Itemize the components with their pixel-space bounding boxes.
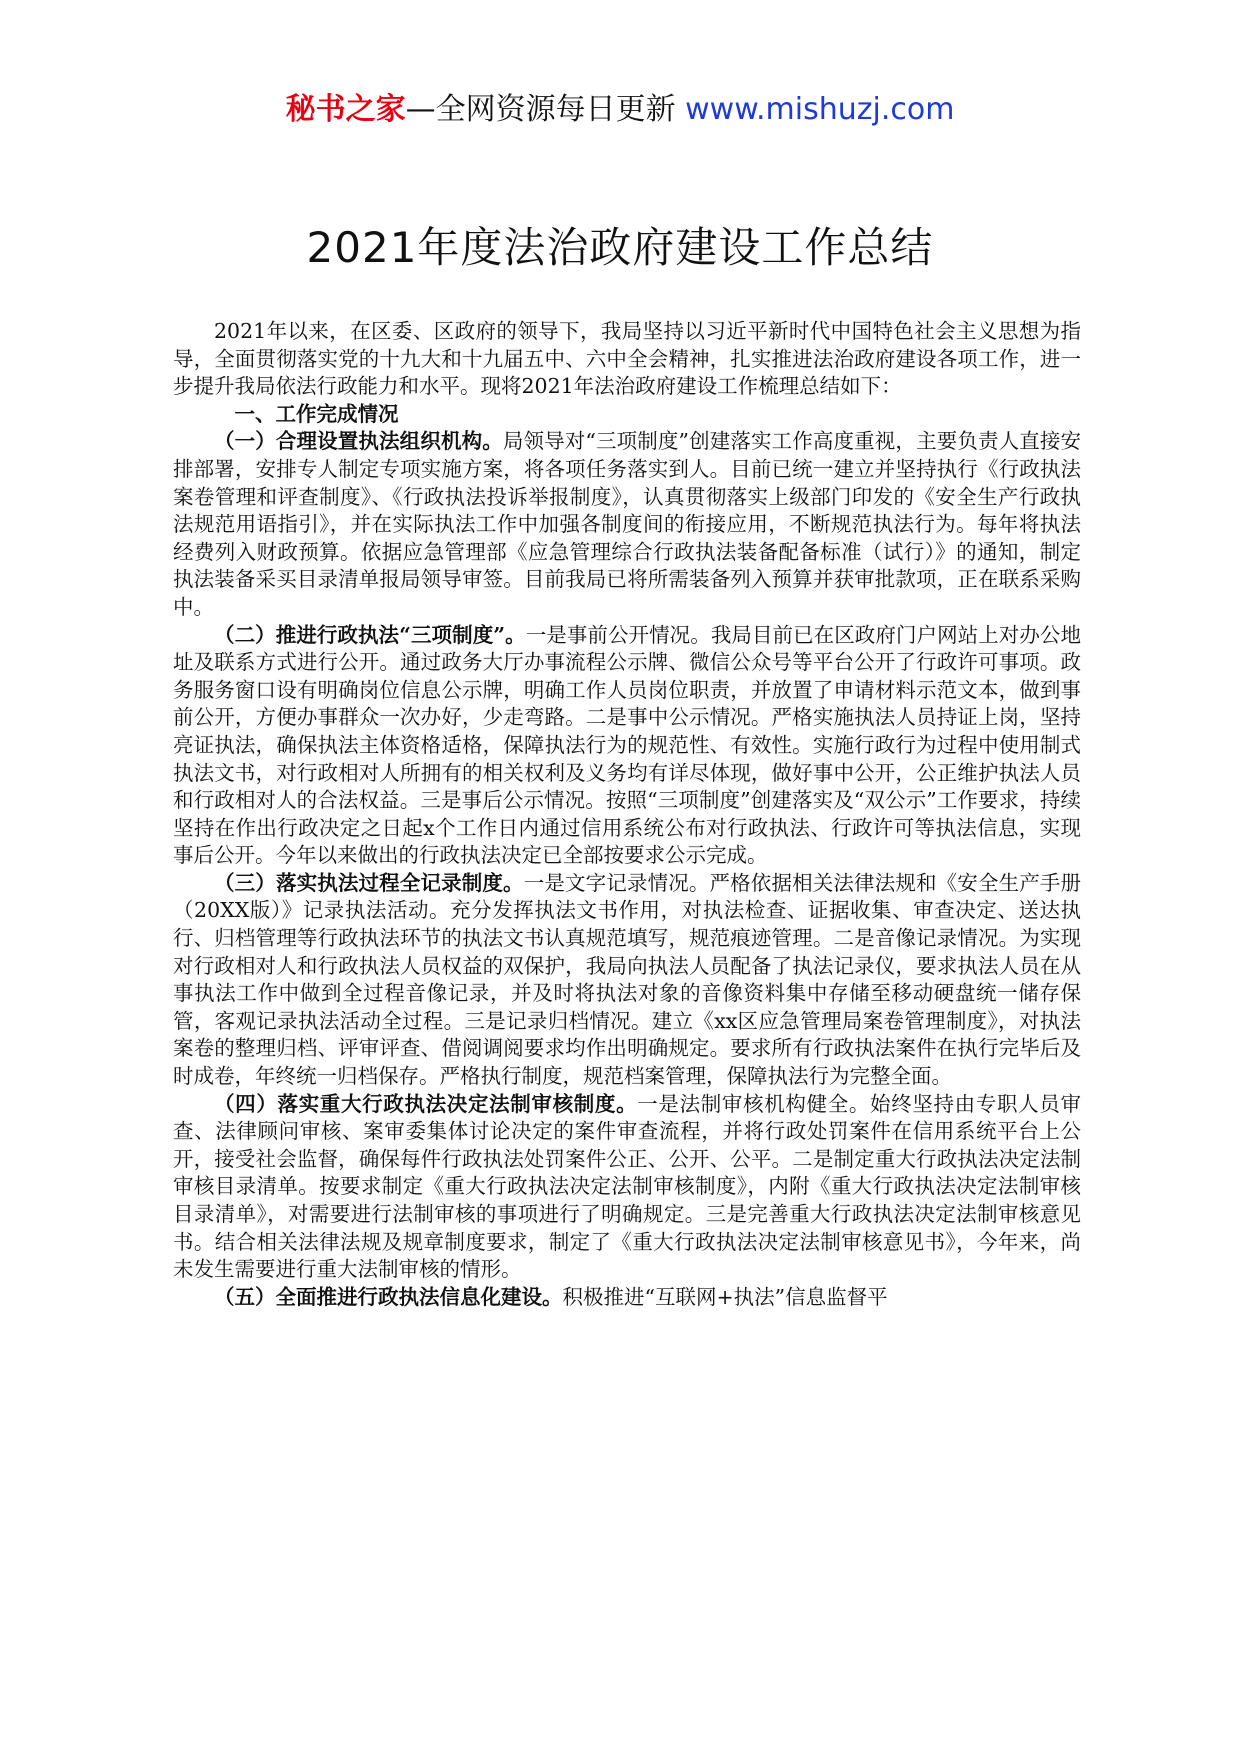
document-title: 2021年度法治政府建设工作总结 (306, 223, 934, 272)
document-body (173, 318, 1081, 1311)
item-text: 一是事前公开情况。我局目前已在区政府门户网站上对办公地址及联系方式进行公开。通过政务大厅办事流程公示牌、微信公众号等平台公开了行政许可事项。政务服务窗口设有明确岗位信息公示牌，明确工作人员岗位职责，并放置了申请材料示范文本，做到事前公开，方便办事群众一次办好，少走弯路。二是事中公示情况。严格实施执法人员持证上岗，坚持亮证执法，确保执法主体资格适格，保障执法行为的规范性、有效性。实施行政行为过程中使用制式执法文书，对行政相对人所拥有的相关权利及义务均有详尽体现，做好事中公开，公正维护执法人员和行政相对人的合法权益。三是事后公示情况。按照“三项制度”创建落实及“双公示”工作要求，持续坚持在作出行政决定之日起x个工作日内通过信用系统公布对行政执法、行政许可等执法信息，实现事后公开。今年以来做出的行政执法决定已全部按要求公示完成。 (173, 622, 1082, 868)
item-heading: （二）推进行政执法“三项制度”。 (214, 622, 526, 647)
brand-name: 秘书之家 (285, 92, 406, 127)
paragraph-item-1 (173, 428, 1081, 621)
item-text: 一是文字记录情况。严格依据相关法律法规和《安全生产手册（20XX版）》记录执法活动。充分发挥执法文书作用，对执法检查、证据收集、审查决定、送达执行、归档管理等行政执法环节的执法文书认真规范填写，规范痕迹管理。二是音像记录情况。为实现对行政相对人和行政执法人员权益的双保护，我局向执法人员配备了执法记录仪，要求执法人员在从事执法工作中做到全过程音像记录，并及时将执法对象的音像资料集中存储至移动硬盘统一储存保管，客观记录执法活动全过程。三是记录归档情况。建立《xx区应急管理局案卷管理制度》，对执法案卷的整理归档、评审评查、借阅调阅要求均作出明确规定。要求所有行政执法案件在执行完毕后及时成卷，年终统一归档保存。严格执行制度，规范档案管理，保障执法行为完整全面。 (173, 870, 1082, 1089)
item-text: 局领导对“三项制度”创建落实工作高度重视，主要负责人直接安排部署，安排专人制定专项实施方案，将各项任务落实到人。目前已统一建立并坚持执行《行政执法案卷管理和评查制度》、《行政执法投诉举报制度》，认真贯彻落实上级部门印发的《安全生产行政执法规范用语指引》，并在实际执法工作中加强各制度间的衔接应用，不断规范执法行为。每年将执法经费列入财政预算。依据应急管理部《应急管理综合行政执法装备配备标准（试行）》的通知，制定执法装备采买目录清单报局领导审签。目前我局已将所需装备列入预算并获审批款项，正在联系采购中。 (173, 429, 1081, 619)
item-text: 一是法制审核机构健全。始终坚持由专职人员审查、法律顾问审核、案审委集体讨论决定的案件审查流程，并将行政处罚案件在信用系统平台上公开，接受社会监督，确保每件行政执法处罚案件公正、公开、公平。二是制定重大行政执法决定法制审核目录清单。按要求制定《重大行政执法决定法制审核制度》，内附《重大行政执法决定法制审核目录清单》，对需要进行法制审核的事项进行了明确规定。三是完善重大行政执法决定法制审核意见书。结合相关法律法规及规章制度要求，制定了《重大行政执法决定法制审核意见书》，今年来，尚未发生需要进行重大法制审核的情形。 (173, 1091, 1081, 1282)
item-heading: （四）落实重大行政执法决定法制审核制度。 (214, 1091, 638, 1116)
item-heading: （五）全面推进行政执法信息化建设。 (214, 1284, 563, 1309)
item-heading: （三）落实执法过程全记录制度。 (214, 870, 524, 895)
website-link[interactable]: www.mishuzj.com (685, 92, 955, 127)
banner-slogan: —全网资源每日更新 (405, 92, 686, 127)
header-banner (0, 88, 1240, 132)
section-heading: 一、工作完成情况 (234, 401, 399, 426)
paragraph-item-5 (173, 1284, 1081, 1312)
intro-paragraph: 2021年以来，在区委、区政府的领导下，我局坚持以习近平新时代中国特色社会主义思想为指导，全面贯彻落实党的十九大和十九届五中、六中全会精神，扎实推进法治政府建设各项工作，进一步提升我局依法行政能力和水平。现将2021年法治政府建设工作梳理总结如下： (173, 319, 1081, 399)
item-heading: （一）合理设置执法组织机构。 (214, 429, 503, 454)
paragraph-item-4 (173, 1091, 1081, 1284)
item-text: 积极推进“互联网+执法”信息监督平 (562, 1284, 888, 1309)
paragraph-item-2 (173, 622, 1081, 870)
paragraph-item-3 (173, 870, 1081, 1091)
